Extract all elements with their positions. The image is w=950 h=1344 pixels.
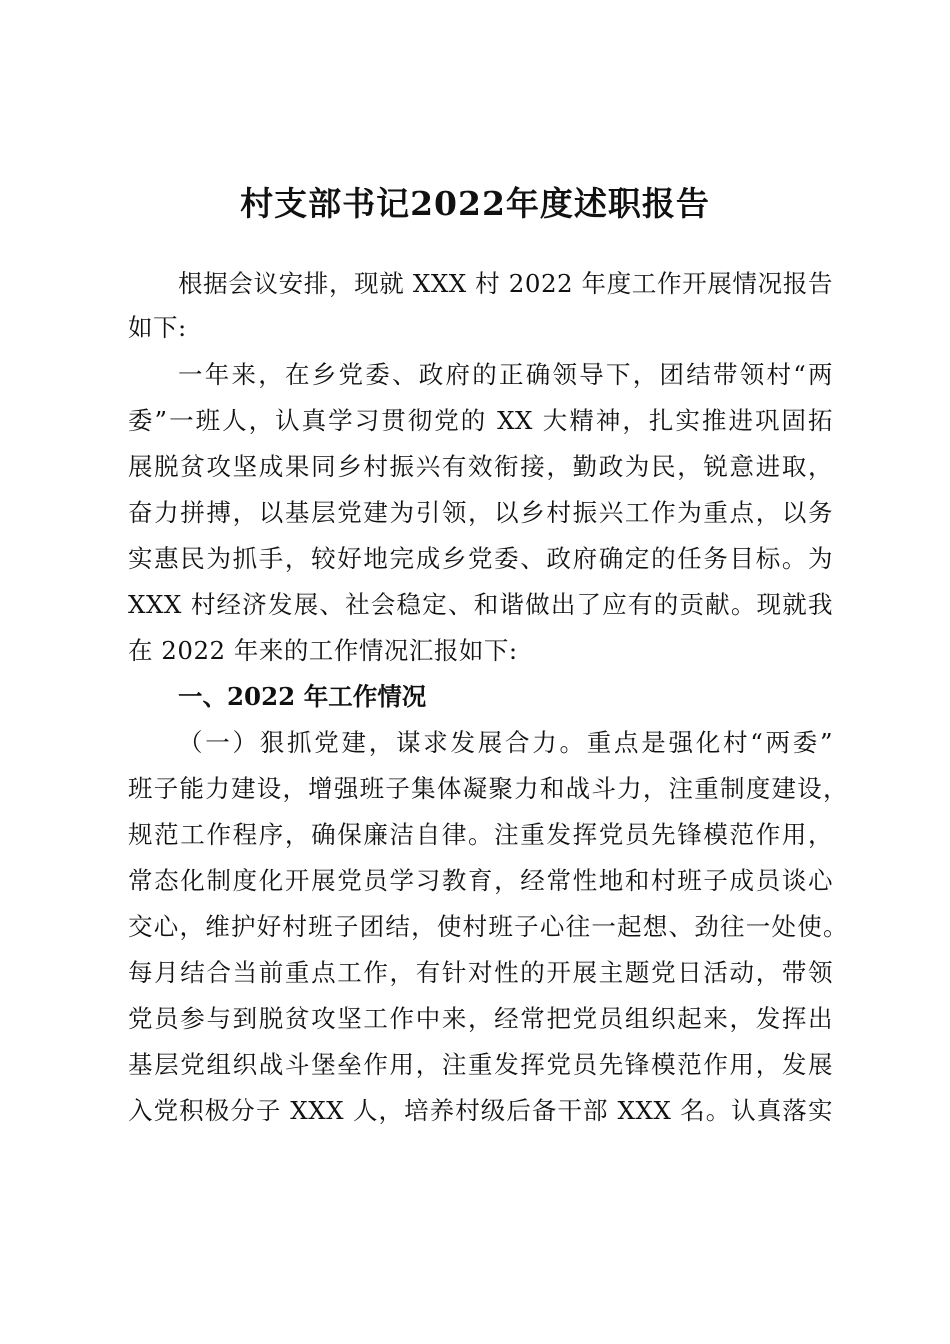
paragraph-line: 常态化制度化开展党员学习教育，经常性地和村班子成员谈心 bbox=[128, 866, 833, 895]
paragraph-line: 委”一班人，认真学习贯彻党的 XX 大精神，扎实推进巩固拓 bbox=[128, 406, 833, 435]
section-heading: 一、2022 年工作情况 bbox=[178, 682, 427, 711]
paragraph-line: 在 2022 年来的工作情况汇报如下: bbox=[128, 636, 518, 665]
paragraph-line: XXX 村经济发展、社会稳定、和谐做出了应有的贡献。现就我 bbox=[128, 590, 833, 619]
paragraph-line: 基层党组织战斗堡垒作用，注重发挥党员先锋模范作用，发展 bbox=[128, 1050, 833, 1079]
paragraph-line: 如下: bbox=[128, 313, 187, 342]
paragraph-line: 规范工作程序，确保廉洁自律。注重发挥党员先锋模范作用， bbox=[128, 820, 833, 849]
paragraph-line: 入党积极分子 XXX 人，培养村级后备干部 XXX 名。认真落实 bbox=[128, 1096, 833, 1125]
paragraph-line: 一年来，在乡党委、政府的正确领导下，团结带领村“两 bbox=[178, 360, 833, 389]
paragraph-line: 展脱贫攻坚成果同乡村振兴有效衔接，勤政为民，锐意进取， bbox=[128, 452, 833, 481]
paragraph-line: 每月结合当前重点工作，有针对性的开展主题党日活动，带领 bbox=[128, 958, 833, 987]
paragraph-line: （一）狠抓党建，谋求发展合力。重点是强化村“两委” bbox=[178, 728, 833, 757]
paragraph-line: 班子能力建设，增强班子集体凝聚力和战斗力，注重制度建设， bbox=[128, 774, 848, 803]
paragraph-line: 党员参与到脱贫攻坚工作中来，经常把党员组织起来，发挥出 bbox=[128, 1004, 833, 1033]
document-title: 村支部书记2022年度述职报告 bbox=[240, 184, 710, 223]
paragraph-line: 根据会议安排，现就 XXX 村 2022 年度工作开展情况报告 bbox=[178, 269, 833, 298]
paragraph-line: 奋力拼搏，以基层党建为引领，以乡村振兴工作为重点，以务 bbox=[128, 498, 833, 527]
paragraph-line: 实惠民为抓手，较好地完成乡党委、政府确定的任务目标。为 bbox=[128, 544, 833, 573]
paragraph-line: 交心，维护好村班子团结，使村班子心往一起想、劲往一处使。 bbox=[128, 912, 848, 941]
